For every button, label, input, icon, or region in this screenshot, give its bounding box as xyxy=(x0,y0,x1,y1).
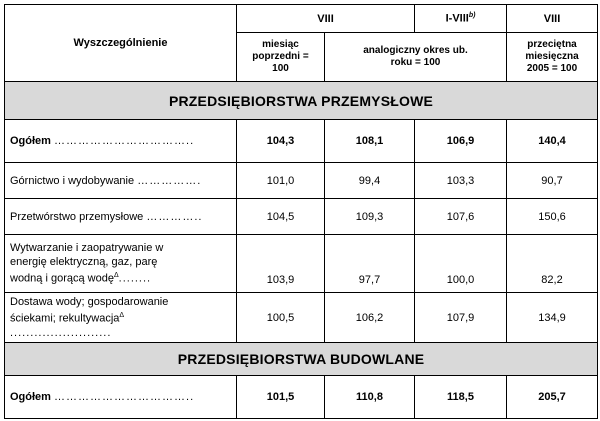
header-viii-right xyxy=(507,5,598,33)
header-avg-2005-text: przeciętna miesięczna 2005 = 100 xyxy=(525,39,579,74)
footnote-mark: Δ xyxy=(119,312,125,320)
row-label-text: Ogółem xyxy=(10,391,51,403)
header-i-viii xyxy=(415,5,507,33)
leader-dots: ……………. xyxy=(137,174,202,187)
cell-value: 108,1 xyxy=(325,120,415,163)
row-label xyxy=(5,235,237,293)
footnote-mark: Δ xyxy=(113,272,119,280)
row-label xyxy=(5,293,237,343)
row-label xyxy=(5,199,237,235)
cell-value: 107,6 xyxy=(415,199,507,235)
header-viii-right-text: VIII xyxy=(543,12,561,25)
row-label-text: Ogółem xyxy=(10,135,51,147)
section-title-industrial xyxy=(5,82,598,120)
header-avg-2005 xyxy=(507,33,598,82)
leader-dots: ......................... xyxy=(10,326,112,339)
cell-value: 109,3 xyxy=(325,199,415,235)
header-prev-month-text: miesiąc poprzedni = 100 xyxy=(252,39,309,74)
cell-value: 110,8 xyxy=(325,376,415,419)
table-row xyxy=(5,163,598,199)
cell-value: 205,7 xyxy=(507,376,598,419)
header-i-viii-note: b) xyxy=(468,12,476,20)
table-row xyxy=(5,376,598,419)
cell-value: 100,5 xyxy=(237,293,325,343)
cell-value: 82,2 xyxy=(507,235,598,293)
header-viii-text: VIII xyxy=(317,12,334,25)
row-label-text: Górnictwo i wydobywanie xyxy=(10,174,135,187)
leader-dots: ........ xyxy=(118,272,152,285)
row-label xyxy=(5,163,237,199)
cell-value: 118,5 xyxy=(415,376,507,419)
leader-dots: …………………………….. xyxy=(54,135,195,147)
cell-value: 150,6 xyxy=(507,199,598,235)
table-row xyxy=(5,199,598,235)
section-title-text: PRZEDSIĘBIORSTWA PRZEMYSŁOWE xyxy=(168,92,434,109)
cell-value: 101,5 xyxy=(237,376,325,419)
row-label xyxy=(5,376,237,419)
table-row xyxy=(5,235,598,293)
section-title-text: PRZEDSIĘBIORSTWA BUDOWLANE xyxy=(177,351,425,367)
cell-value: 97,7 xyxy=(325,235,415,293)
cell-value: 106,9 xyxy=(415,120,507,163)
data-table xyxy=(4,4,598,419)
row-label-text: Wytwarzanie i zaopatrywanie w energię elektryczną, gaz, parę wodną i gorącą wodę xyxy=(10,242,164,285)
row-label-text: Dostawa wody; gospodarowanie ściekami; rekultywacja xyxy=(10,296,169,325)
cell-value: 104,5 xyxy=(237,199,325,235)
cell-value: 100,0 xyxy=(415,235,507,293)
header-prev-year-text: analogiczny okres ub. roku = 100 xyxy=(363,45,468,68)
cell-value: 106,2 xyxy=(325,293,415,343)
cell-value: 140,4 xyxy=(507,120,598,163)
header-viii xyxy=(237,5,415,33)
header-label-text: Wyszczególnienie xyxy=(73,37,168,49)
header-i-viii-text: I-VIII xyxy=(445,12,469,25)
cell-value: 107,9 xyxy=(415,293,507,343)
cell-value: 103,3 xyxy=(415,163,507,199)
section-title-construction xyxy=(5,343,598,376)
cell-value: 134,9 xyxy=(507,293,598,343)
header-prev-year xyxy=(325,33,507,82)
table-row xyxy=(5,293,598,343)
cell-value: 104,3 xyxy=(237,120,325,163)
cell-value: 103,9 xyxy=(237,235,325,293)
cell-value: 90,7 xyxy=(507,163,598,199)
header-label-column xyxy=(5,5,237,82)
row-label xyxy=(5,120,237,163)
row-label-text: Przetwórstwo przemysłowe xyxy=(10,210,144,223)
table-row xyxy=(5,120,598,163)
cell-value: 99,4 xyxy=(325,163,415,199)
leader-dots: ………….. xyxy=(146,210,203,223)
header-prev-month xyxy=(237,33,325,82)
leader-dots: …………………………….. xyxy=(54,391,195,403)
cell-value: 101,0 xyxy=(237,163,325,199)
